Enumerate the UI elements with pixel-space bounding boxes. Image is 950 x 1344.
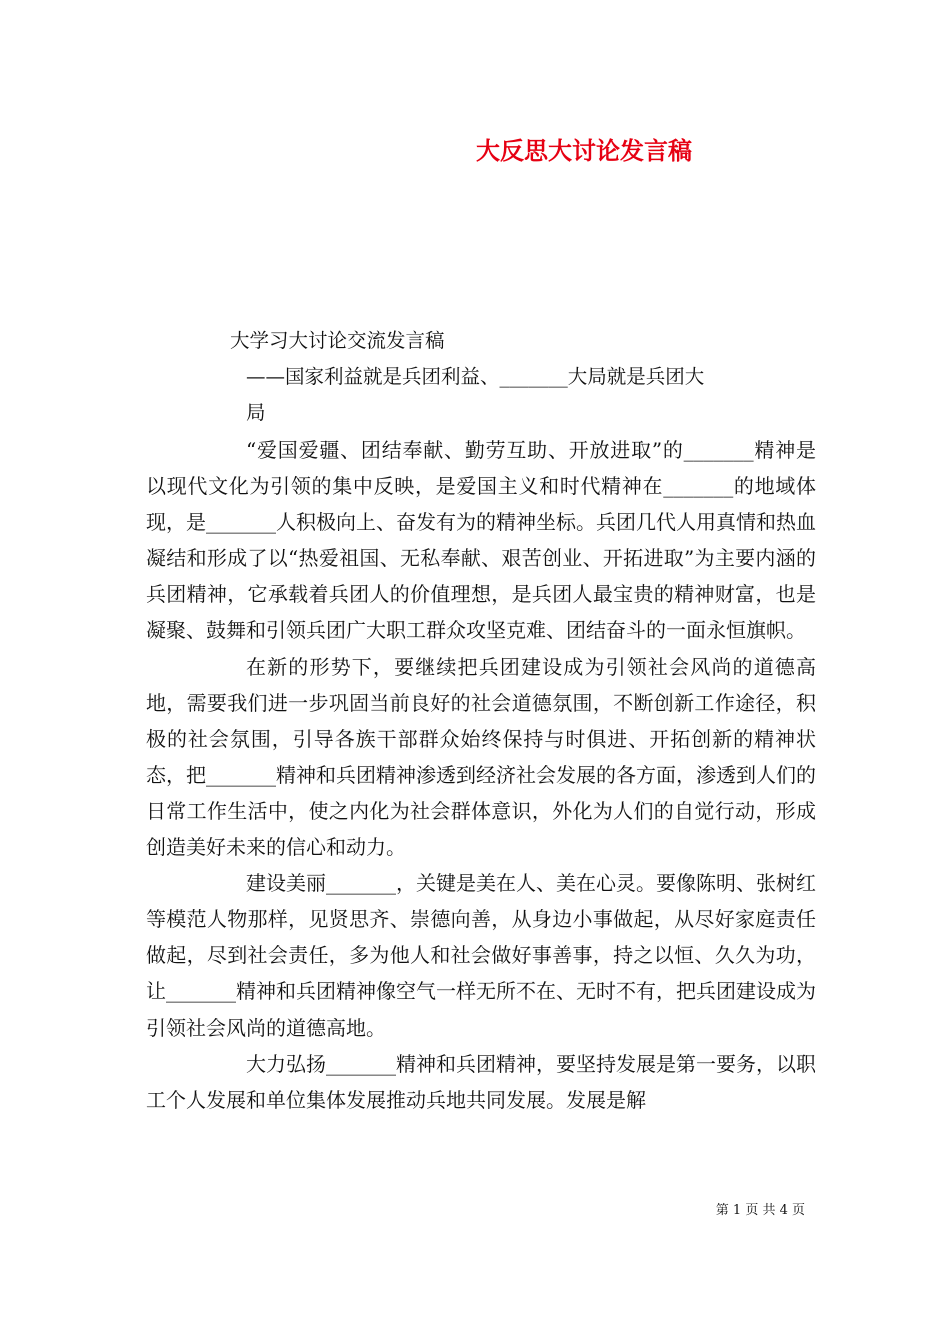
subtitle-line: 局	[246, 401, 266, 424]
subtitle-line: ——国家利益就是兵团利益、_______大局就是兵团大	[246, 365, 705, 388]
page-number-footer: 第 1 页 共 4 页	[715, 1203, 805, 1218]
body-paragraph: 建设美丽_______，关键是美在人、美在心灵。要像陈明、张树红等模范人物那样，见贤思齐、崇德向善，从身边小事做起，从尽好家庭责任做起，尽到社会责任，多为他人和社会做好事善事，持之以恒、久久为功，让_______精神和兵团精神像空气一样无所不在、无时不有，把兵团建设成为引领社会风尚的道德高地。	[146, 871, 816, 1040]
body-paragraph: 在新的形势下，要继续把兵团建设成为引领社会风尚的道德高地，需要我们进一步巩固当前良好的社会道德氛围，不断创新工作途径，积极的社会氛围，引导各族干部群众始终保持与时俱进、开拓创新的精神状态，把_______精神和兵团精神渗透到经济社会发展的各方面，渗透到人们的日常工作生活中，使之内化为社会群体意识，外化为人们的自觉行动，形成创造美好未来的信心和动力。	[146, 654, 816, 860]
subtitle-line: 大学习大讨论交流发言稿	[230, 329, 445, 352]
document-body	[146, 432, 816, 1118]
body-paragraph: 大力弘扬_______精神和兵团精神，要坚持发展是第一要务，以职工个人发展和单位集体发展推动兵地共同发展。发展是解	[146, 1051, 816, 1112]
document-title: 大反思大讨论发言稿	[476, 136, 692, 165]
body-paragraph: “爱国爱疆、团结奉献、勤劳互助、开放进取”的_______精神是以现代文化为引领的集中反映，是爱国主义和时代精神在_______的地域体现，是_______人积极向上、奋发有为的精神坐标。兵团几代人用真情和热血凝结和形成了以“热爱祖国、无私奉献、艰苦创业、开拓进取”为主要内涵的兵团精神，它承载着兵团人的价值理想，是兵团人最宝贵的精神财富，也是凝聚、鼓舞和引领兵团广大职工群众攻坚克难、团结奋斗的一面永恒旗帜。	[146, 438, 816, 643]
